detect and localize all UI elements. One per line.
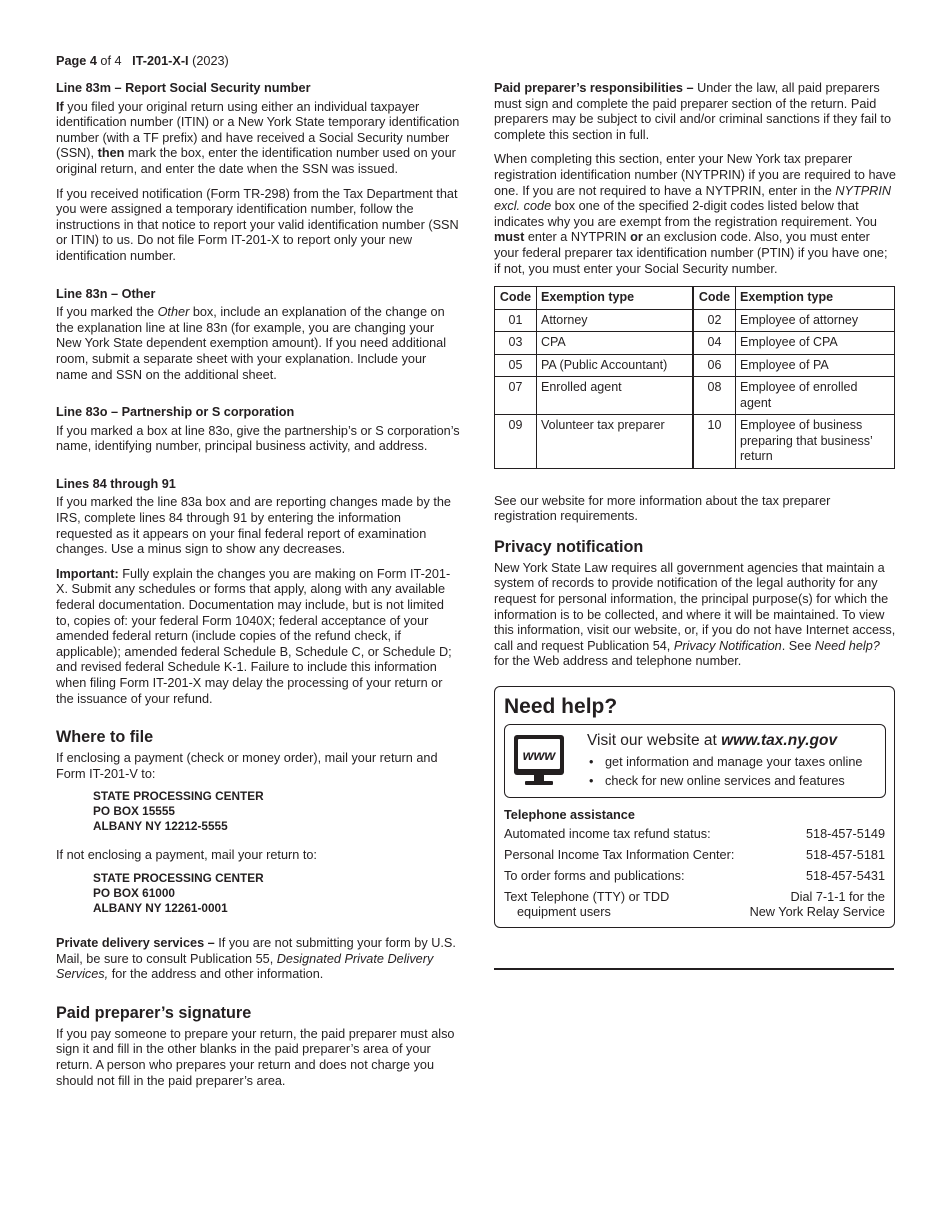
preparer-signature-paragraph: If you pay someone to prepare your return, the paid preparer must also sign it and fill in the other blanks in the paid preparer’s area of your return. A person who prepares your return and does not charge you should not fill in the paid preparer’s area. — [56, 1026, 455, 1088]
table-header-row: Code Exemption type Code Exemption type — [495, 287, 895, 310]
right-column — [494, 81, 896, 928]
nytprin-paragraph: When completing this section, enter your New York tax preparer registration identification number (NYTPRIN) if you are required to have one. If you are not required to have a NYTPRIN, enter in the NYTPRIN excl. code box one of the specified 2-digit codes listed below that indicates why you are exempt from the registration requirement. You must enter a NYTPRIN or an exclusion code. Also, you must enter your federal preparer tax identification number (PTIN) if you have one; if not, you must enter your Social Security number. — [494, 152, 896, 276]
form-number: IT-201-X-I — [132, 54, 189, 68]
privacy-paragraph: New York State Law requires all government agencies that maintain a system of records to provide notification of the legal authority for any request for personal information, the principal purpose(s) for which the information is to be collected, and where it will be maintained. To view this information, visit our website, or, if you do not have Internet access, call and request Publication 54, Privacy Notification. See Need help? for the Web address and telephone number. — [494, 560, 896, 669]
registration-website-note: See our website for more information about the tax preparer registration requirements. — [494, 493, 831, 524]
preparer-signature-heading: Paid preparer’s signature — [56, 1003, 252, 1022]
phone-row: Personal Income Tax Information Center: 518-457-5181 — [504, 847, 885, 862]
privacy-heading: Privacy notification — [494, 537, 644, 556]
line-83o-heading: Line 83o – Partnership or S corporation — [56, 405, 295, 420]
phone-row: To order forms and publications: 518-457-5431 — [504, 868, 885, 883]
important-paragraph: Important: Fully explain the changes you are making on Form IT-201-X. Submit any schedules or forms that apply, along with any available federal documentation. Documentation may include, but is not limited to, copies of: your federal Form 1040X; federal acceptance of your amended federal return (include copies of the refund check, if applicable); amended federal Schedule B, Schedule C, or Schedule D; and revised federal Schedule K-1. Failure to include this information when filing Form IT-201-X may delay the processing of your return or the issuance of your refund. — [56, 566, 452, 706]
table-row: 05 PA (Public Accountant) 06 Employee of PA — [495, 354, 895, 377]
table-row: 07 Enrolled agent 08 Employee of enrolled agent — [495, 377, 895, 415]
telephone-assistance-heading: Telephone assistance — [504, 807, 635, 822]
list-item: • check for new online services and features — [587, 772, 881, 792]
list-item: • get information and manage your taxes online — [587, 753, 881, 773]
table-row: 09 Volunteer tax preparer 10 Employee of business preparing that business’ return — [495, 415, 895, 469]
page-header: Page 4 of 4 IT-201-X-I (2023) — [56, 54, 229, 68]
need-help-title: Need help? — [504, 694, 618, 718]
line-83n-paragraph: If you marked the Other box, include an explanation of the change on the explanation line at line 83n (for example, you are changing your New York State dependent exemption amount). If you need additional room, submit a separate sheet with your explanation. Include your name and SSN on the additional sheet. — [56, 305, 447, 382]
tty-row: Text Telephone (TTY) or TDD equipment users Dial 7-1-1 for the New York Relay Service — [504, 889, 885, 920]
payment-address: STATE PROCESSING CENTER PO BOX 15555 ALBANY NY 12212-5555 — [93, 789, 264, 834]
line-83n-heading: Line 83n – Other — [56, 286, 156, 301]
page-number: Page 4 — [56, 54, 97, 68]
section-divider — [494, 968, 894, 970]
table-row: 03 CPA 04 Employee of CPA — [495, 332, 895, 355]
preparer-responsibilities-paragraph: Paid preparer’s responsibilities – Under the law, all paid preparers must sign and complete the paid preparer section of the return. Paid preparers may be subject to civil and/or criminal sanctions if they fail to complete this section in full. — [494, 81, 892, 142]
lines-84-91-heading: Lines 84 through 91 — [56, 476, 176, 491]
no-payment-address: STATE PROCESSING CENTER PO BOX 61000 ALBANY NY 12261-0001 — [93, 870, 264, 915]
where-to-file-heading: Where to file — [56, 728, 154, 747]
website-link[interactable]: www.tax.ny.gov — [721, 731, 838, 749]
phone-row: Automated income tax refund status: 518-457-5149 — [504, 826, 885, 841]
lines-84-91-paragraph: If you marked the line 83a box and are reporting changes made by the IRS, complete lines 84 through 91 by entering the information requested as it appears on your final federal report of examination changes. Use a minus sign to show any decreases. — [56, 495, 451, 557]
website-box — [504, 724, 886, 798]
where-to-file-paragraph-1: If enclosing a payment (check or money order), mail your return and Form IT-201-V to: — [56, 751, 438, 781]
line-83m-heading: Line 83m – Report Social Security number — [56, 81, 311, 95]
left-column — [56, 81, 460, 1098]
phone-number: 518-457-5181 — [805, 847, 885, 862]
phone-number: 518-457-5431 — [805, 868, 885, 883]
exemption-code-table — [494, 286, 895, 469]
computer-monitor-icon — [513, 733, 565, 787]
line-83m-paragraph-1: If you filed your original return using either an individual taxpayer identification number (ITIN) or a New York State temporary identification number (with a TF prefix) and have received a Social Security number (SSN), then mark the box, enter the identification number used on your original return, and enter the date when the SSN was issued. — [56, 99, 460, 176]
website-line: Visit our website at www.tax.ny.gov — [587, 731, 838, 749]
line-83o-paragraph: If you marked a box at line 83o, give the partnership’s or S corporation’s name, identifying number, principal business activity, and address. — [56, 423, 460, 454]
need-help-box — [494, 686, 895, 928]
line-83m-paragraph-2: If you received notification (Form TR-298) from the Tax Department that you were assigned a temporary identification number, follow the instructions in that notice to report your valid identification number (SSN or ITIN) to us. Do not file Form IT-201-X to report only your new identification number. — [56, 186, 459, 263]
private-delivery-paragraph: Private delivery services – If you are not submitting your form by U.S. Mail, be sure to consult Publication 55, Designated Private Delivery Services, for the address and other information. — [56, 935, 456, 982]
table-row: 01 Attorney 02 Employee of attorney — [495, 309, 895, 332]
phone-number: 518-457-5149 — [805, 826, 885, 841]
svg-text:www: www — [522, 746, 556, 763]
where-to-file-paragraph-2: If not enclosing a payment, mail your return to: — [56, 848, 317, 863]
